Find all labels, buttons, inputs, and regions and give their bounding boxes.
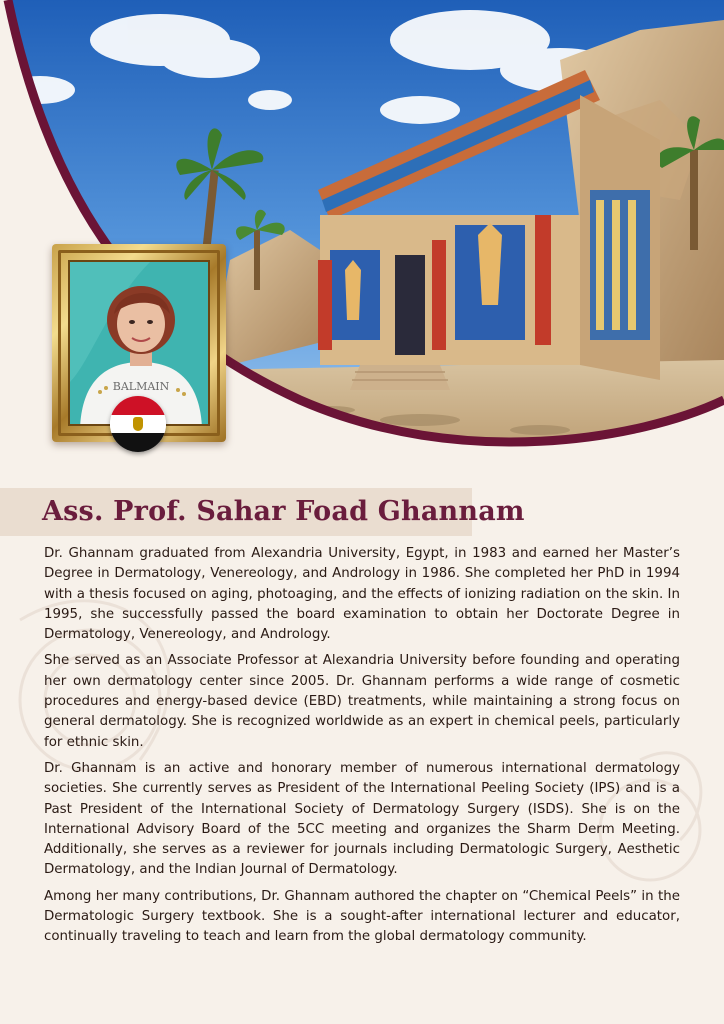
shirt-logo-text: BALMAIN bbox=[112, 380, 170, 393]
egypt-flag-icon bbox=[110, 396, 166, 452]
page-title: Ass. Prof. Sahar Foad Ghannam bbox=[42, 496, 525, 527]
bio-paragraph-3: Dr. Ghannam is an active and honorary member of numerous international dermatology societies. She currently serves as President of the International Peeling Society (IPS) and is a Past President of the International Society of Dermatology Surgery (ISDS). She is on the International Advisory Board of the 5CC meeting and organizes the Sharm Derm Meeting. Additionally, she serves as a reviewer for journals including Dermatologic Surgery, Aesthetic Dermatology, and the Indian Journal of Dermatology. bbox=[44, 760, 680, 878]
biography bbox=[44, 544, 680, 954]
bio-paragraph-4: Among her many contributions, Dr. Ghannam authored the chapter on “Chemical Peels” in the Dermatologic Surgery textbook. She is a sought-after international lecturer and educator, continually traveling to teach and learn from the global dermatology community. bbox=[44, 888, 680, 945]
bio-paragraph-1: Dr. Ghannam graduated from Alexandria University, Egypt, in 1983 and earned her Master’s Degree in Dermatology, Venereology, and Andrology in 1986. She completed her PhD in 1994 with a thesis focused on aging, photoaging, and the effects of ionizing radiation on the skin. In 1995, she successfully passed the board examination to obtain her Doctorate Degree in Dermatology, Venereology, and Andrology. bbox=[44, 546, 680, 643]
bio-paragraph-2: She served as an Associate Professor at Alexandria University before founding and operating her own dermatology center since 2005. Dr. Ghannam performs a wide range of cosmetic procedures and energy-based device (EBD) treatments, while maintaining a strong focus on general dermatology. She is recognized worldwide as an expert in chemical peels, particularly for ethnic skin. bbox=[44, 653, 680, 750]
